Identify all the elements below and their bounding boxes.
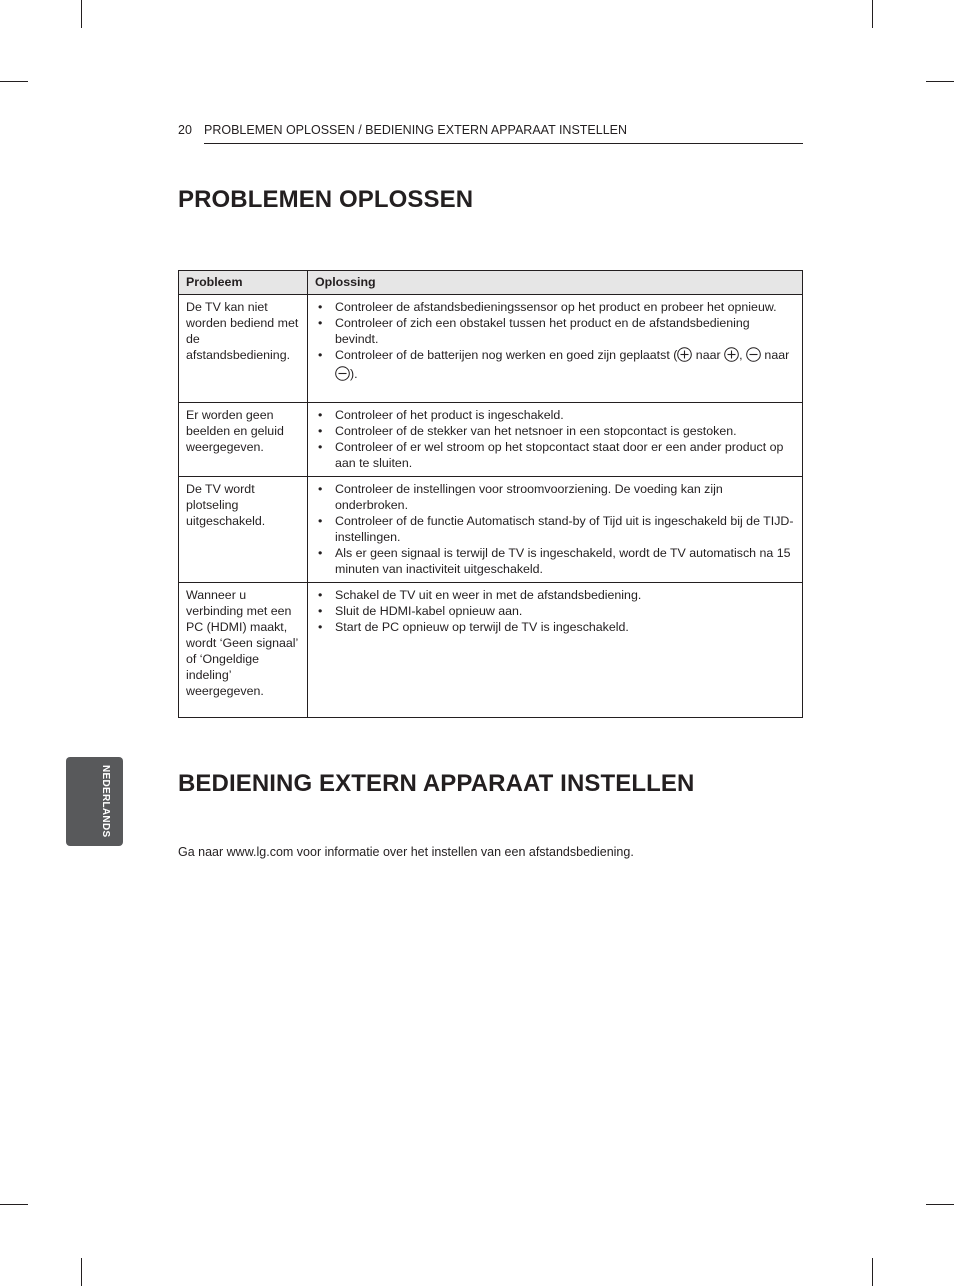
- battery-naar-text: naar: [695, 348, 721, 362]
- column-header-solution: Oplossing: [308, 271, 803, 295]
- list-item: • Controleer of de functie Automatisch stand-by of Tijd uit is ingeschakeld bij de TIJD-instellingen.: [318, 514, 794, 544]
- troubleshooting-table: [178, 270, 803, 718]
- running-title: PROBLEMEN OPLOSSEN / BEDIENING EXTERN APPARAAT INSTELLEN: [204, 123, 628, 137]
- solution-text: Start de PC opnieuw op terwijl de TV is ingeschakeld.: [335, 620, 629, 634]
- battery-naar-text: naar: [764, 348, 790, 362]
- list-item: • Start de PC opnieuw op terwijl de TV is ingeschakeld.: [318, 620, 629, 634]
- solution-text: Controleer of de functie Automatisch stand-by of Tijd uit is ingeschakeld bij de TIJD-instellingen.: [335, 514, 794, 544]
- solution-text: Sluit de HDMI-kabel opnieuw aan.: [335, 604, 523, 618]
- list-item: • Controleer of zich een obstakel tussen het product en de afstandsbediening bevindt.: [318, 316, 750, 346]
- crop-mark: [0, 81, 28, 82]
- solution-text: Controleer of er wel stroom op het stopcontact staat door er een ander product op aan te sluiten.: [335, 440, 784, 470]
- battery-comma-text: ,: [739, 348, 743, 362]
- page-number: 20: [178, 123, 192, 137]
- problem-cell: Wanneer u verbinding met een PC (HDMI) maakt, wordt ‘Geen signaal’ of ‘Ongeldige indeling’ weergegeven.: [179, 583, 308, 718]
- column-header-problem: Probleem: [179, 271, 308, 295]
- section-title-troubleshooting: PROBLEMEN OPLOSSEN: [178, 186, 474, 213]
- solution-cell: [308, 583, 803, 718]
- list-item: • Controleer of er wel stroom op het stopcontact staat door er een ander product op aan te sluiten.: [318, 440, 784, 470]
- table-row: [179, 583, 803, 718]
- solution-text: Controleer de afstandsbedieningssensor op het product en probeer het opnieuw.: [335, 300, 777, 314]
- list-item: • Schakel de TV uit en weer in met de afstandsbediening.: [318, 588, 642, 602]
- solution-text: Controleer de instellingen voor stroomvoorziening. De voeding kan zijn onderbroken.: [335, 482, 723, 512]
- list-item: • Als er geen signaal is terwijl de TV is ingeschakeld, wordt de TV automatisch na 15 minuten van inactiviteit uitgeschakeld.: [318, 546, 791, 576]
- list-item: • Controleer of de batterijen nog werken en goed zijn geplaatst ( naar , naar ).: [315, 347, 795, 385]
- language-side-tab: [66, 757, 123, 846]
- table-row: [179, 403, 803, 477]
- plus-circle-icon: [677, 347, 692, 366]
- page-header: [178, 122, 803, 146]
- crop-mark: [81, 0, 82, 28]
- solution-text: Als er geen signaal is terwijl de TV is ingeschakeld, wordt de TV automatisch na 15 minuten van inactiviteit uitgeschakeld.: [335, 546, 791, 576]
- problem-cell: De TV kan niet worden bediend met de afstandsbediening.: [179, 295, 308, 403]
- solution-cell: [308, 477, 803, 583]
- crop-mark: [81, 1258, 82, 1286]
- minus-circle-icon: [746, 347, 761, 366]
- list-item: • Sluit de HDMI-kabel opnieuw aan.: [318, 604, 523, 618]
- crop-mark: [872, 0, 873, 28]
- solution-list: [315, 481, 795, 577]
- crop-mark: [0, 1204, 28, 1205]
- solution-list: [315, 407, 795, 471]
- external-device-info-text: Ga naar www.lg.com voor informatie over het instellen van een afstandsbediening.: [178, 845, 634, 859]
- problem-cell: De TV wordt plotseling uitgeschakeld.: [179, 477, 308, 583]
- solution-text: Controleer of het product is ingeschakeld.: [335, 408, 564, 422]
- solution-text: Controleer of de batterijen nog werken en goed zijn geplaatst (: [335, 348, 678, 362]
- list-item: • Controleer of het product is ingeschakeld.: [318, 408, 564, 422]
- list-item: • Controleer of de stekker van het netsnoer in een stopcontact is gestoken.: [318, 424, 737, 438]
- solution-text: Controleer of de stekker van het netsnoer in een stopcontact is gestoken.: [335, 424, 737, 438]
- list-item: • Controleer de instellingen voor stroomvoorziening. De voeding kan zijn onderbroken.: [318, 482, 723, 512]
- section-title-external-device: BEDIENING EXTERN APPARAAT INSTELLEN: [178, 770, 695, 797]
- crop-mark: [926, 81, 954, 82]
- problem-cell: Er worden geen beelden en geluid weergegeven.: [179, 403, 308, 477]
- language-label: NEDERLANDS: [100, 765, 111, 838]
- solution-cell: [308, 295, 803, 403]
- crop-mark: [872, 1258, 873, 1286]
- list-item: • Controleer de afstandsbedieningssensor op het product en probeer het opnieuw.: [318, 300, 777, 314]
- solution-list: [315, 587, 795, 635]
- crop-mark: [926, 1204, 954, 1205]
- table-row: [179, 295, 803, 403]
- plus-circle-icon: [724, 347, 739, 366]
- solution-text: Schakel de TV uit en weer in met de afstandsbediening.: [335, 588, 642, 602]
- table-row: [179, 477, 803, 583]
- battery-end-text: ).: [350, 367, 358, 381]
- header-rule: [204, 143, 803, 144]
- solution-list: [315, 299, 795, 385]
- solution-text: Controleer of zich een obstakel tussen het product en de afstandsbediening bevindt.: [335, 316, 750, 346]
- minus-circle-icon: [335, 366, 350, 385]
- table-header-row: [179, 271, 803, 295]
- solution-cell: [308, 403, 803, 477]
